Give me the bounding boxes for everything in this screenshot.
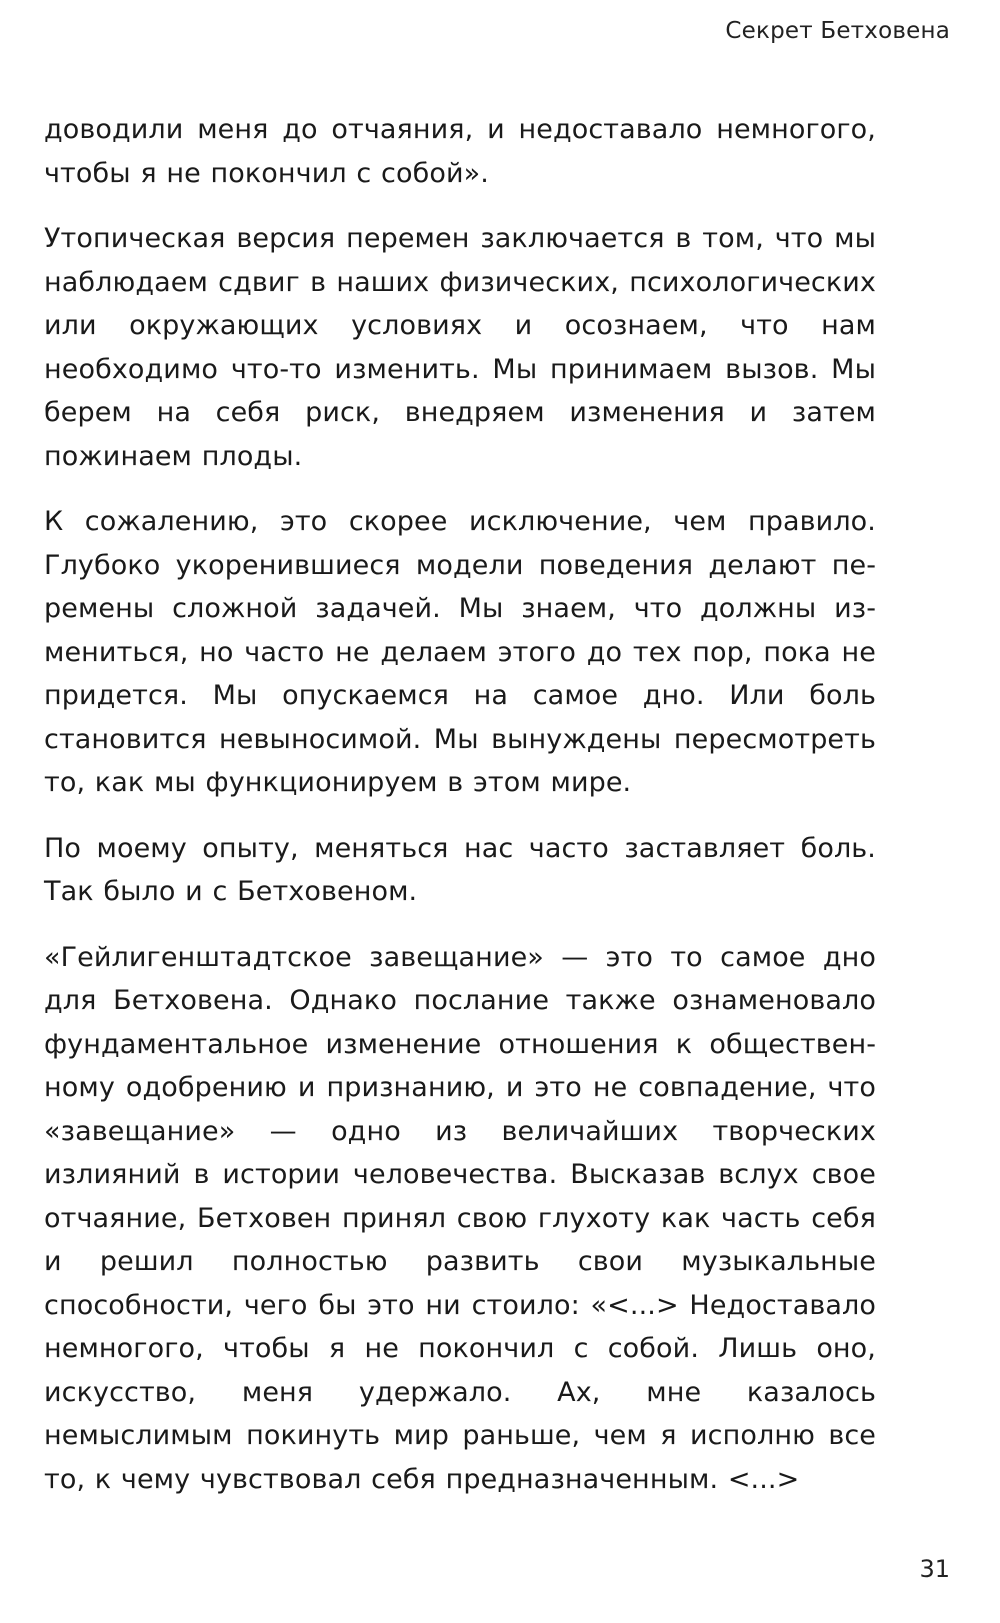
page-number: 31 [919,1555,950,1583]
paragraph-2: Утопическая версия перемен заключается в том, что мы наблюдаем сдвиг в наших физических, психологических или окружающих условиях и осознаем, что нам необходимо что-то изменить. Мы принимаем вызов. Мы берем на себя риск, внедряем изменения и затем пожинаем плоды. [44,223,876,472]
paragraph-4: По моему опыту, меняться нас часто заставляет боль. Так было и с Бетховеном. [44,832,876,907]
paragraph-1: доводили меня до отчаяния, и недоставало немногого, чтобы я не покончил с собой». [44,114,876,189]
paragraph-5: «Гейлигенштадтское завещание» — это то самое дно для Бетховена. Однако послание также ознаменовало фундаментальное изменение отношения к общественному одобрению и признанию, и это не совпадение, что «завещание» — одно из величайших творческих излияний в истории человечества. Высказав вслух свое отчаяние, Бетховен принял свою глухоту как часть себя и решил полностью развить свои музыкальные способности, чего бы это ни стоило: «<...> Недоставало немногого, чтобы я не покончил с собой. Лишь оно, искусство, меня удержало. Ах, мне казалось немыслимым покинуть мир раньше, чем я исполню все то, к чему чувствовал себя предназначенным. <...> [44,941,876,1495]
paragraph-3: К сожалению, это скорее исключение, чем правило. Глубоко укоренившиеся модели поведения делают перемены сложной задачей. Мы знаем, что должны измениться, но часто не делаем этого до тех пор, пока не придется. Мы опускаемся на самое дно. Или боль становится невыносимой. Мы вынуждены пересмотреть то, как мы функционируем в этом мире. [44,506,876,798]
body-text [44,108,876,1523]
running-header-title: Секрет Бетховена [725,18,950,44]
